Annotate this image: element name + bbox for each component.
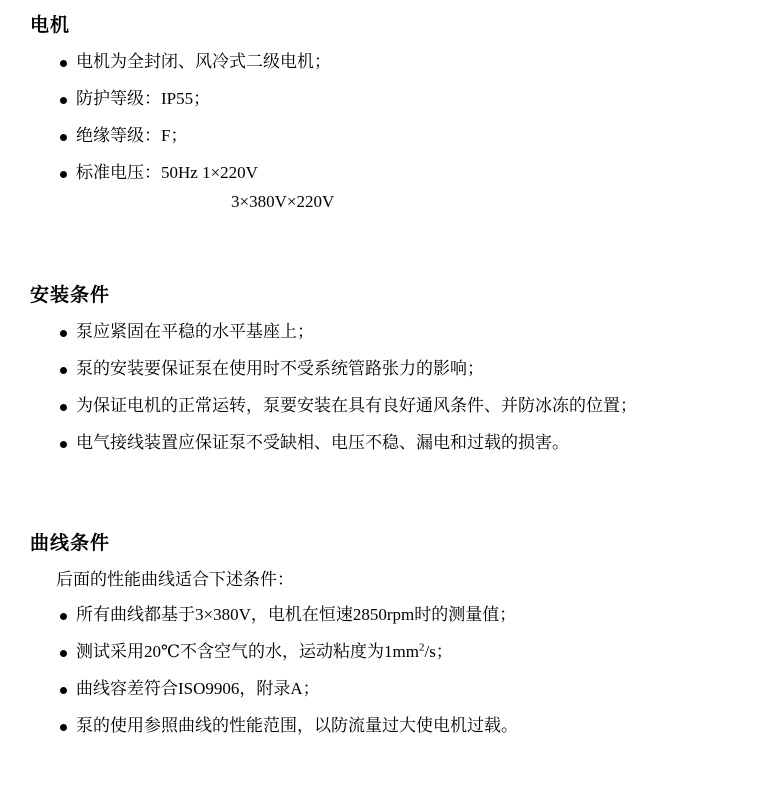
section-curve-conditions	[0, 528, 780, 752]
bullet-dot-icon	[60, 404, 67, 411]
list-item	[0, 358, 780, 381]
list-item	[0, 88, 780, 111]
list-item-text: 防护等级：IP55；	[76, 88, 211, 108]
list-item	[0, 321, 780, 344]
list-item-continuation-text: 3×380V×220V	[231, 191, 335, 211]
list-item-text-pre: 测试采用20℃不含空气的水，运动粘度为1mm	[76, 641, 419, 661]
list-item-text: 泵的安装要保证泵在使用时不受系统管路张力的影响；	[76, 358, 484, 378]
list-item-text: 泵应紧固在平稳的水平基座上；	[76, 322, 314, 341]
list-item-text-post: /s；	[424, 641, 453, 661]
bullet-dot-icon	[60, 60, 67, 67]
list-item	[0, 432, 780, 455]
list-item	[0, 162, 780, 214]
bullet-dot-icon	[60, 134, 67, 141]
bullet-dot-icon	[60, 330, 67, 337]
bullet-list-installation	[0, 321, 780, 455]
section-motor	[0, 10, 780, 228]
list-item-text: 泵的使用参照曲线的性能范围，以防流量过大使电机过载。	[76, 715, 518, 735]
list-item-text: 标准电压：50Hz 1×220V	[76, 162, 258, 182]
bullet-dot-icon	[60, 97, 67, 104]
list-item-text: 绝缘等级：F；	[76, 125, 188, 145]
list-item	[0, 604, 780, 627]
bullet-list-curve	[0, 604, 780, 738]
list-item-continuation	[76, 191, 780, 214]
bullet-dot-icon	[60, 613, 67, 620]
list-item-text: 为保证电机的正常运转，泵要安装在具有良好通风条件、并防冰冻的位置；	[76, 395, 637, 415]
bullet-dot-icon	[60, 171, 67, 178]
list-item-text: 电机为全封闭、风冷式二级电机；	[76, 52, 331, 71]
bullet-list-motor	[0, 51, 780, 214]
list-item-text: 曲线容差符合ISO9906，附录A；	[76, 678, 320, 698]
curve-lead-text: 后面的性能曲线适合下述条件：	[56, 570, 294, 589]
list-item-text: 所有曲线都基于3×380V，电机在恒速2850rpm时的测量值；	[76, 604, 517, 624]
section-installation-conditions	[0, 280, 780, 469]
list-item	[0, 678, 780, 701]
bullet-dot-icon	[60, 367, 67, 374]
list-item	[0, 395, 780, 418]
bullet-dot-icon	[60, 650, 67, 657]
section-title-motor: 电机	[30, 15, 71, 36]
bullet-dot-icon	[60, 687, 67, 694]
section-title-installation: 安装条件	[30, 285, 111, 306]
list-item	[0, 641, 780, 664]
list-item	[0, 125, 780, 148]
list-item-text: 电气接线装置应保证泵不受缺相、电压不稳、漏电和过载的损害。	[76, 432, 569, 452]
section-title-curve: 曲线条件	[30, 533, 111, 554]
list-item	[0, 51, 780, 74]
list-item	[0, 715, 780, 738]
bullet-dot-icon	[60, 441, 67, 448]
bullet-dot-icon	[60, 724, 67, 731]
list-item-superscript: 2	[418, 641, 425, 654]
